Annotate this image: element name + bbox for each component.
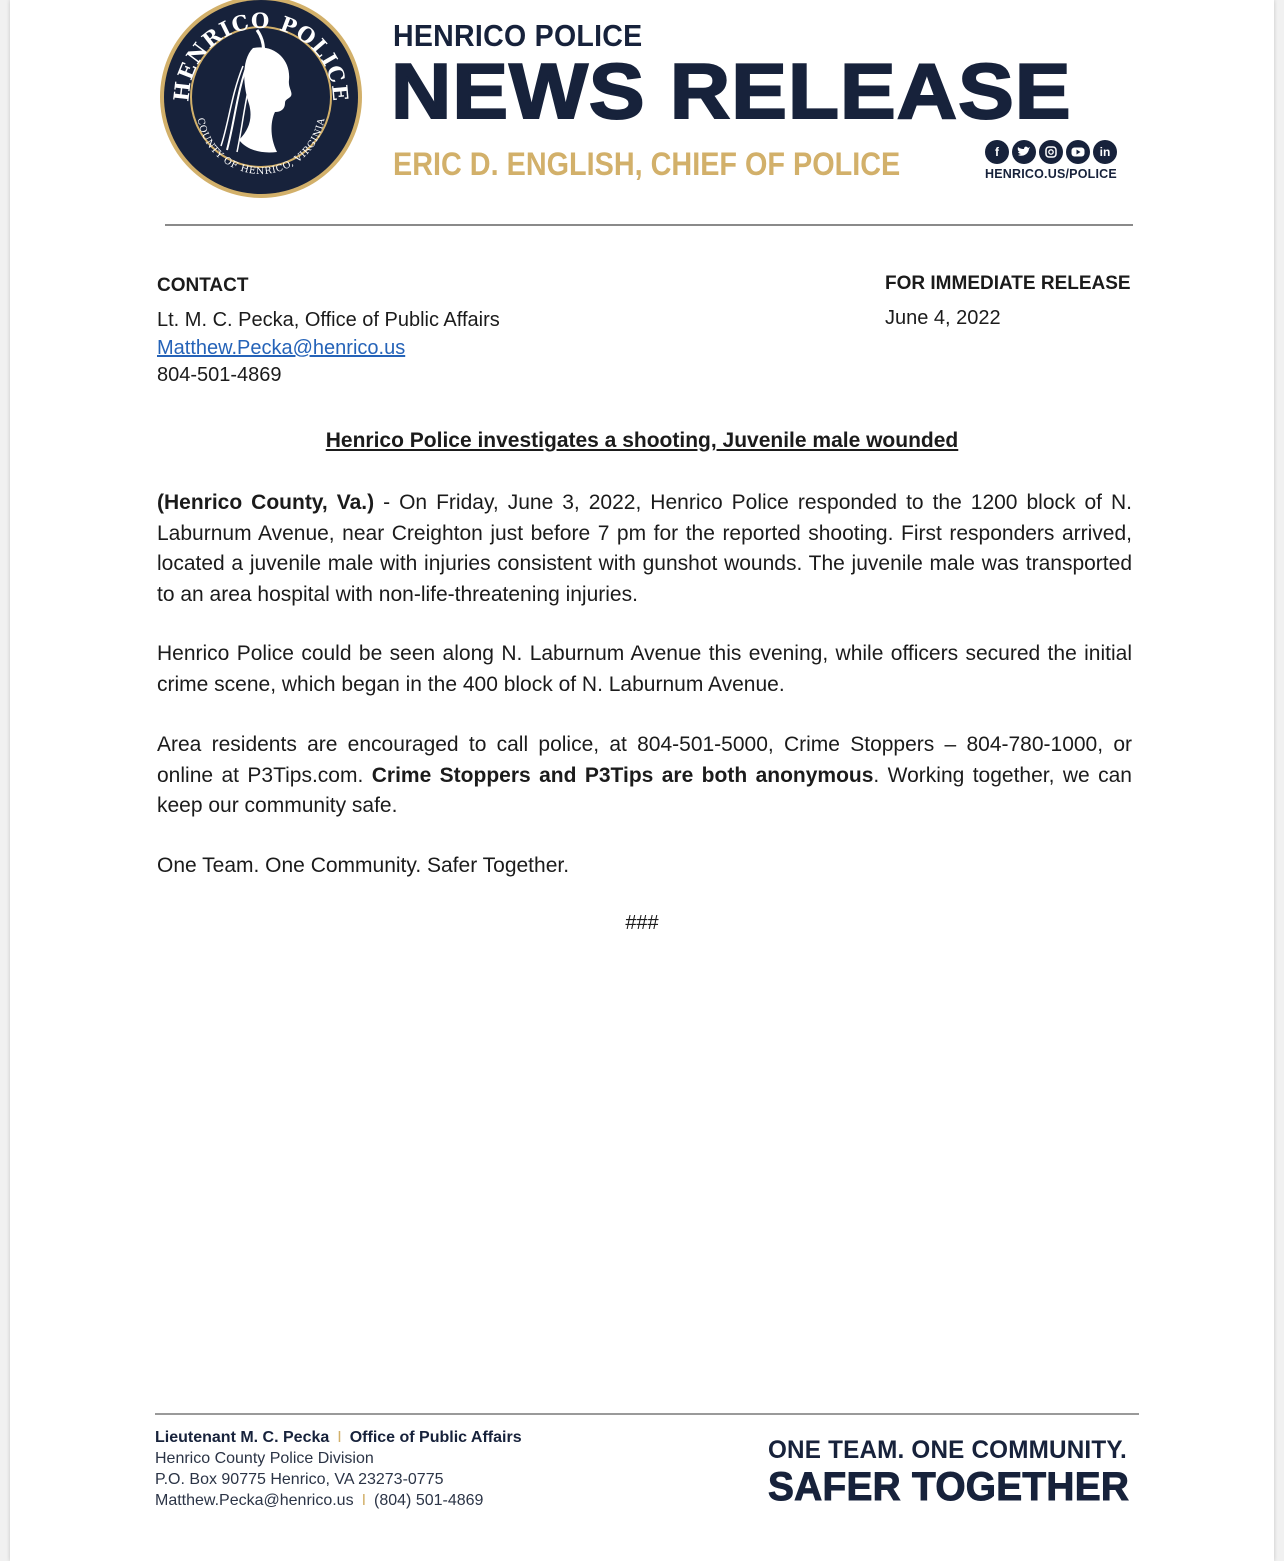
body-paragraph-3: Area residents are encouraged to call police, at 804-501-5000, Crime Stoppers – 804-780-1000, or online at P3Tips.com. Crime Stoppers and P3Tips are both anonymous. Working together, we can keep our community safe. [157, 733, 1132, 817]
chief-of-police: ERIC D. ENGLISH, CHIEF OF POLICE [393, 146, 901, 182]
facebook-icon[interactable]: f [985, 140, 1009, 164]
header-divider [165, 224, 1133, 226]
social-icons [985, 140, 1117, 164]
body-paragraph-4: One Team. One Community. Safer Together. [157, 854, 570, 877]
org-title: HENRICO POLICE [393, 18, 643, 53]
svg-text:COUNTY OF HENRICO, VIRGINIA: COUNTY OF HENRICO, VIRGINIA [194, 116, 328, 178]
footer-name: Lieutenant M. C. Pecka [155, 1429, 330, 1446]
footer-contact-line: Lieutenant M. C. Pecka I Office of Public Affairs [155, 1429, 522, 1446]
social-url[interactable]: HENRICO.US/POLICE [985, 167, 1117, 181]
footer-divider [155, 1413, 1139, 1415]
twitter-icon[interactable] [1012, 140, 1036, 164]
anonymous-note: Crime Stoppers and P3Tips are both anonymous [371, 763, 874, 787]
footer-address: P.O. Box 90775 Henrico, VA 23273-0775 [155, 1471, 444, 1488]
svg-text:HENRICO POLICE: HENRICO POLICE [168, 7, 354, 103]
slogan-line-2: SAFER TOGETHER [768, 1465, 1130, 1509]
youtube-icon[interactable] [1066, 140, 1090, 164]
slogan-line-1: ONE TEAM. ONE COMMUNITY. [768, 1436, 1127, 1464]
footer-division: Henrico County Police Division [155, 1450, 374, 1467]
body-paragraph-1: (Henrico County, Va.) - On Friday, June 3, 2022, Henrico Police responded to the 1200 block of N. Laburnum Avenue, near Creighton just before 7 pm for the reported shooting. First responders arrived, located a juvenile male with injuries consistent with gunshot wounds. The juvenile male was transported to an area hospital with non-life-threatening injuries. [157, 491, 1132, 606]
contact-email-link[interactable]: Matthew.Pecka@henrico.us [157, 337, 406, 359]
dateline: (Henrico County, Va.) [157, 491, 375, 514]
henrico-police-seal [157, 0, 365, 200]
footer-email-phone: Matthew.Pecka@henrico.us I (804) 501-4869 [155, 1492, 484, 1509]
footer-office: Office of Public Affairs [349, 1429, 522, 1446]
headline: Henrico Police investigates a shooting, Juvenile male wounded [325, 429, 959, 452]
release-date: June 4, 2022 [885, 307, 1001, 329]
contact-name: Lt. M. C. Pecka, Office of Public Affairs [157, 309, 500, 331]
footer-phone: (804) 501-4869 [374, 1492, 484, 1509]
end-mark: ### [625, 912, 659, 934]
contact-phone: 804-501-4869 [157, 364, 282, 386]
release-label: FOR IMMEDIATE RELEASE [885, 273, 1131, 294]
linkedin-icon[interactable]: in [1093, 140, 1117, 164]
contact-label: CONTACT [157, 275, 249, 296]
body-paragraph-2: Henrico Police could be seen along N. Laburnum Avenue this evening, while officers secured the initial crime scene, which began in the 400 block of N. Laburnum Avenue. [157, 642, 1132, 696]
instagram-icon[interactable] [1039, 140, 1063, 164]
footer-email[interactable]: Matthew.Pecka@henrico.us [155, 1492, 354, 1509]
document-title: NEWS RELEASE [391, 47, 1072, 135]
